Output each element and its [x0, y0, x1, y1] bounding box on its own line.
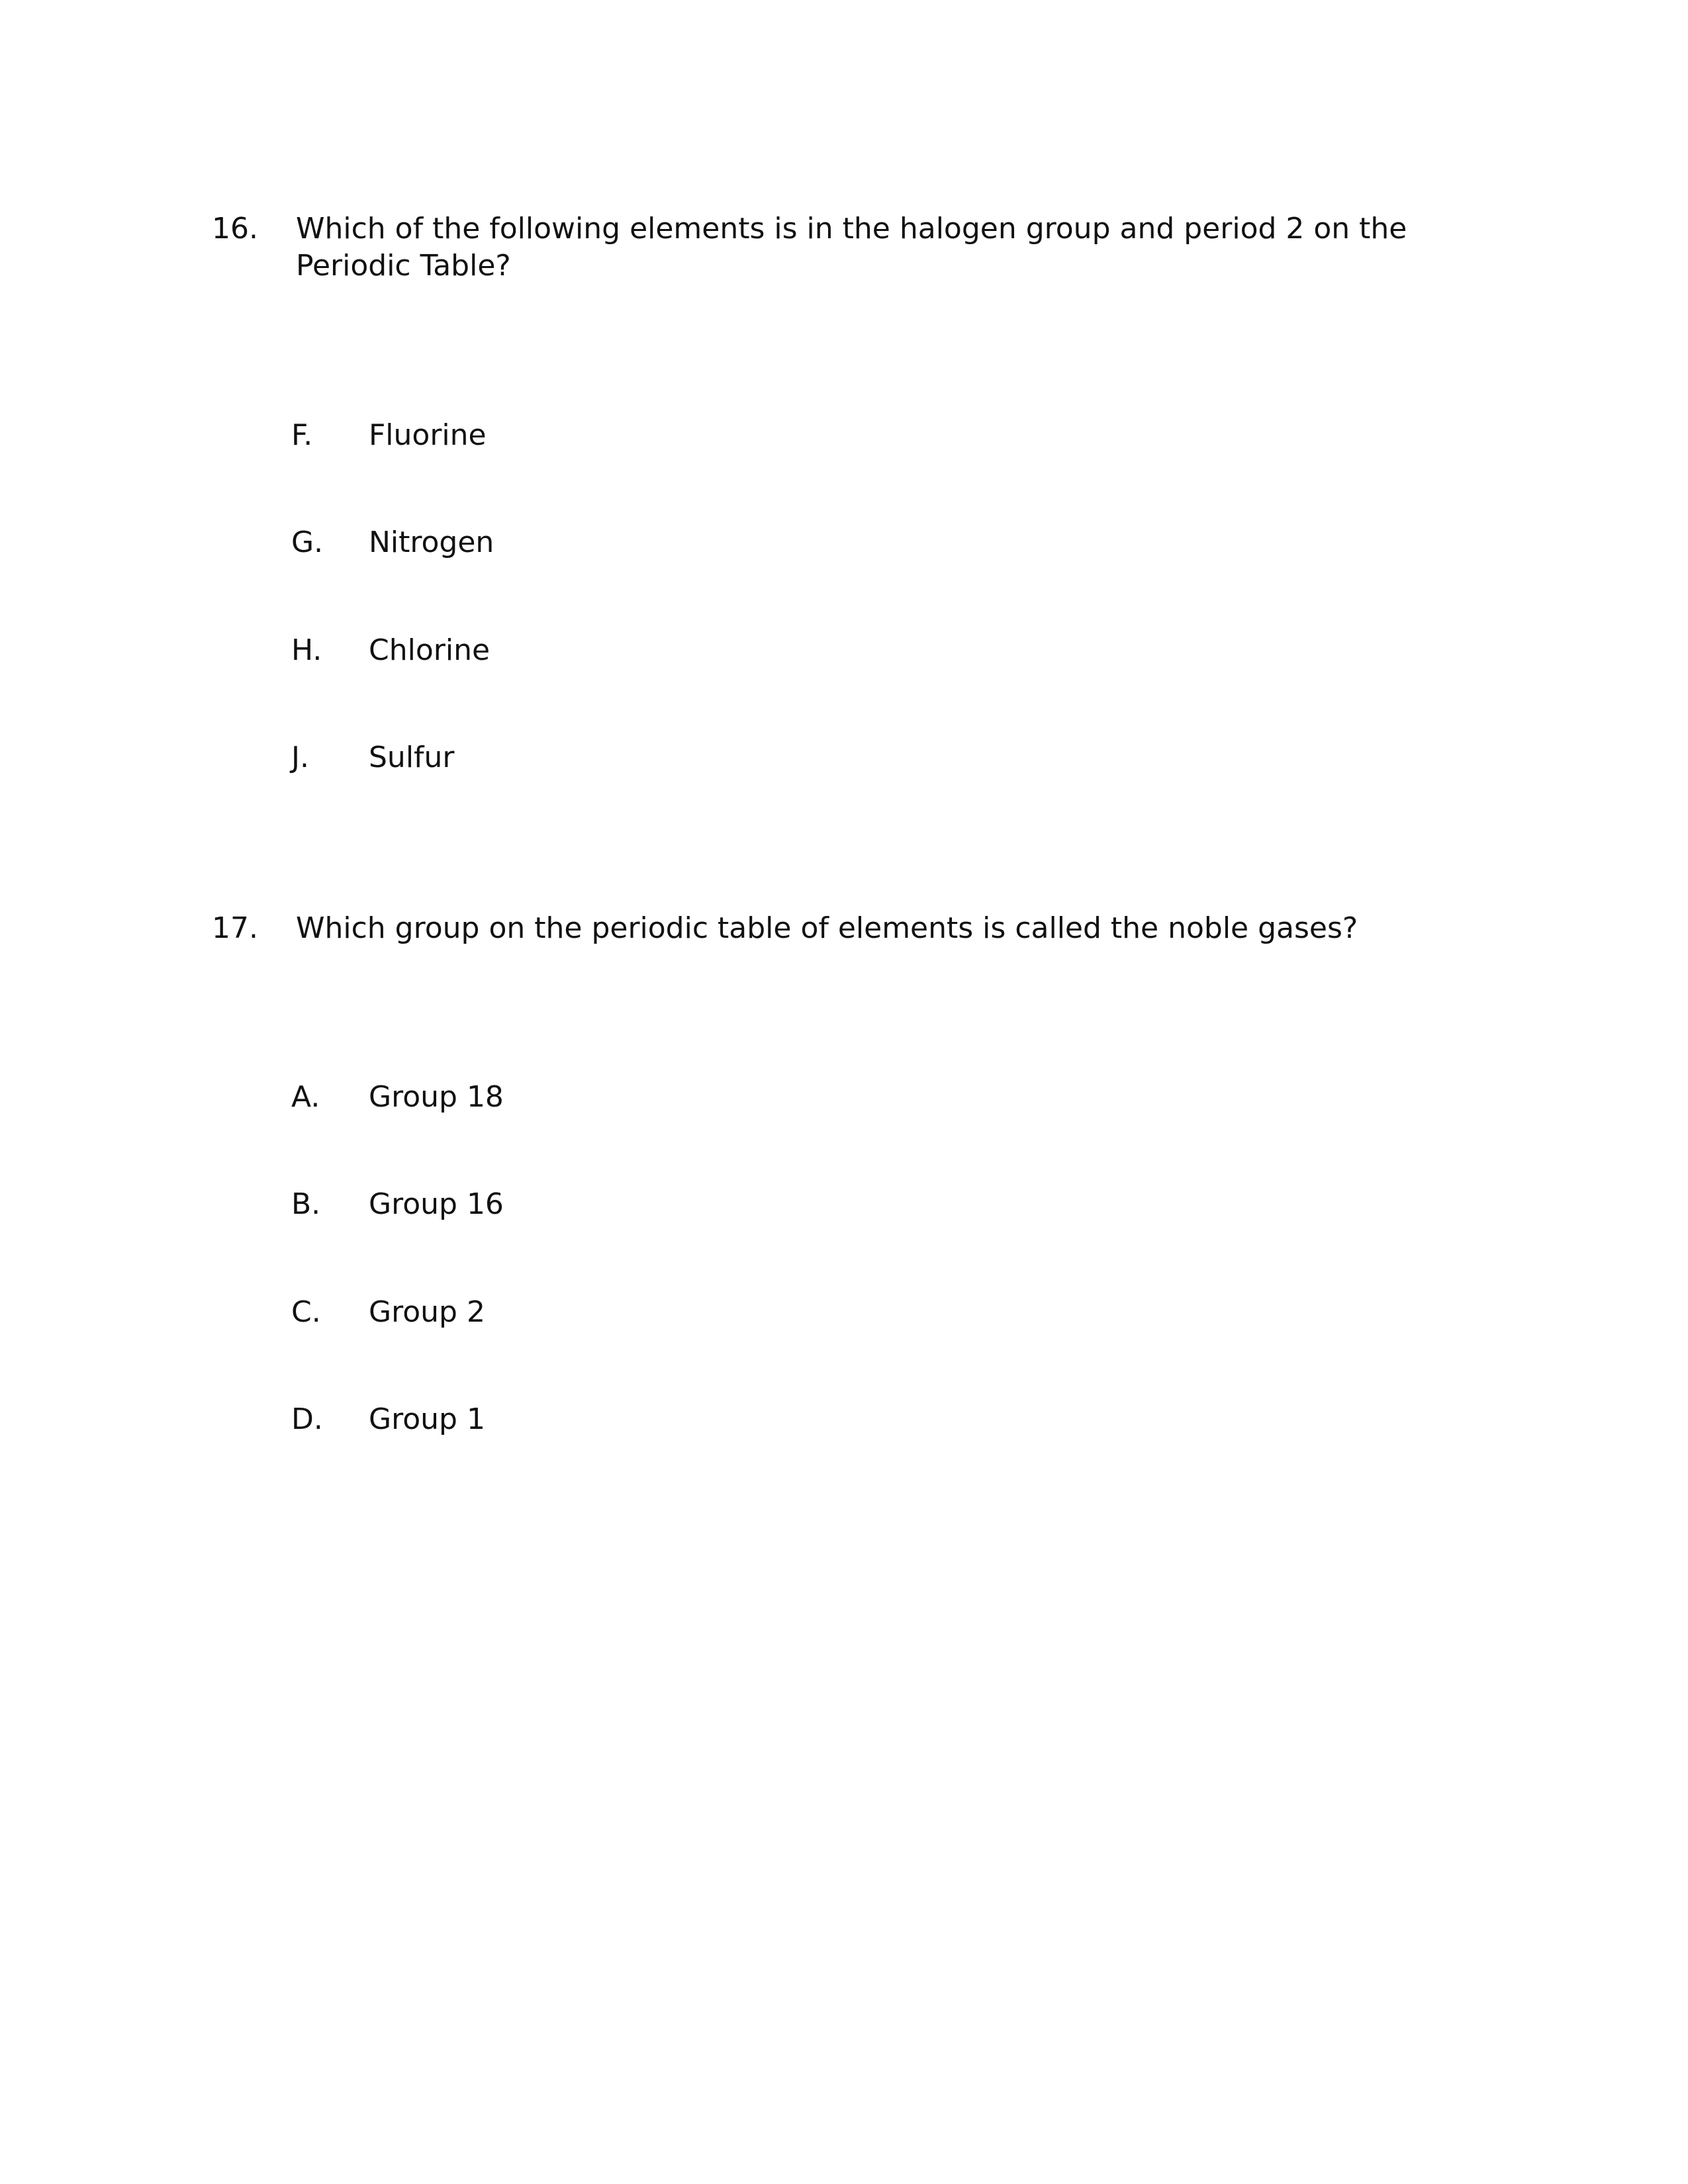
question-text: Which group on the periodic table of elements is called the noble gases? [296, 911, 1358, 945]
option-letter: D. [291, 1402, 323, 1436]
option-text: Sulfur [369, 741, 455, 774]
option-text: Group 1 [369, 1402, 485, 1436]
option-text: Chlorine [369, 633, 491, 667]
question-number: 17. [212, 911, 258, 945]
option-letter: F. [291, 418, 313, 452]
option-text: Group 16 [369, 1187, 504, 1221]
question-text: Which of the following elements is in the halogen group and period 2 on the Periodic Table? [296, 212, 1407, 283]
question-number: 16. [212, 212, 258, 246]
option-letter: C. [291, 1295, 321, 1329]
option-text: Nitrogen [369, 525, 494, 559]
option-letter: A. [291, 1080, 320, 1114]
option-text: Group 18 [369, 1080, 504, 1114]
option-letter: J. [291, 741, 309, 774]
option-letter: G. [291, 525, 324, 559]
option-text: Group 2 [369, 1295, 485, 1329]
option-letter: B. [291, 1187, 321, 1221]
option-letter: H. [291, 633, 322, 667]
option-text: Fluorine [369, 418, 487, 452]
